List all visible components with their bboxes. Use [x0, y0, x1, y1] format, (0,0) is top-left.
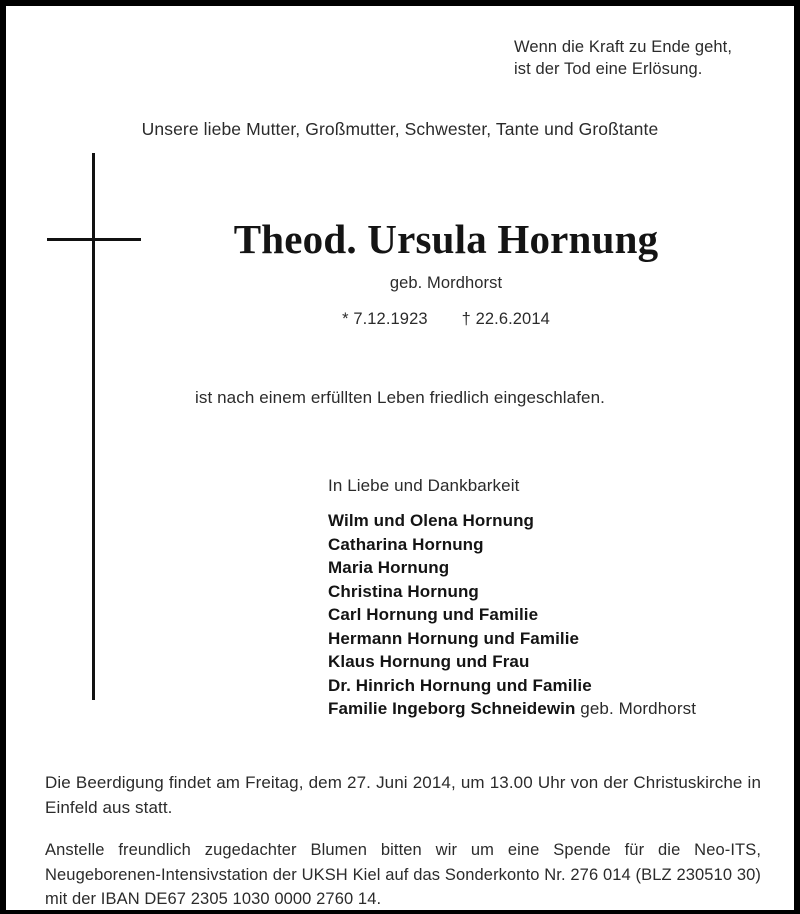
mourner-name-text: Carl Hornung und Familie [328, 605, 539, 624]
death-date: † 22.6.2014 [461, 310, 550, 328]
mourner-name-text: Maria Hornung [328, 558, 450, 577]
mourner-name-text: Familie Ingeborg Schneidewin [328, 699, 576, 718]
mourner-name-text: Klaus Hornung und Frau [328, 652, 530, 671]
mourner-name-suffix: geb. Mordhorst [575, 699, 697, 718]
mourner-name [328, 509, 778, 533]
cross-icon-horizontal-stroke [47, 238, 141, 241]
donation-info: Anstelle freundlich zugedachter Blumen bitten wir um eine Spende für die Neo-ITS, Neugeborenen-Intensivstation der UKSH Kiel auf das Sonderkonto Nr. 276 014 (BLZ 230510 30) mit der IBAN DE67 2305 1030 0000 2760 14. [45, 841, 761, 908]
epigraph [306, 36, 756, 80]
relationship-subtitle: Unsere liebe Mutter, Großmutter, Schwester, Tante und Großtante [141, 119, 659, 139]
mourner-name-text: Hermann Hornung und Familie [328, 628, 580, 648]
funeral-info: Die Beerdigung findet am Freitag, dem 27. Juni 2014, um 13.00 Uhr von der Christuskirche in Einfeld aus statt. [45, 773, 761, 817]
mourner-name [328, 580, 778, 604]
mourner-name [328, 556, 778, 580]
mourner-name [328, 533, 778, 557]
footer [45, 770, 761, 912]
deceased-name: Theod. Ursula Hornung [233, 216, 659, 262]
passing-text: ist nach einem erfüllten Leben friedlich eingeschlafen. [195, 388, 605, 407]
mourner-name [328, 697, 778, 721]
birth-date: * 7.12.1923 [342, 310, 428, 328]
epigraph-line-2: ist der Tod eine Erlösung. [514, 60, 703, 78]
mourner-name-text: Catharina Hornung [328, 534, 484, 554]
life-dates [136, 310, 756, 329]
mourner-name-text: Christina Hornung [328, 581, 479, 601]
mourner-name [328, 627, 778, 651]
mourner-list [328, 509, 778, 721]
mourner-name-text: Dr. Hinrich Hornung und Familie [328, 675, 592, 695]
mourner-name [328, 674, 778, 698]
cross-icon-vertical-stroke [92, 153, 95, 700]
name-block [136, 214, 756, 329]
mourner-name [328, 603, 778, 627]
maiden-name: geb. Mordhorst [389, 274, 503, 292]
family-block [328, 476, 778, 721]
gratitude-text: In Liebe und Dankbarkeit [328, 476, 520, 495]
notice-inner [6, 6, 794, 910]
mourner-name [328, 650, 778, 674]
mourner-name-text: Wilm und Olena Hornung [328, 511, 535, 530]
epigraph-line-1: Wenn die Kraft zu Ende geht, [514, 38, 733, 56]
